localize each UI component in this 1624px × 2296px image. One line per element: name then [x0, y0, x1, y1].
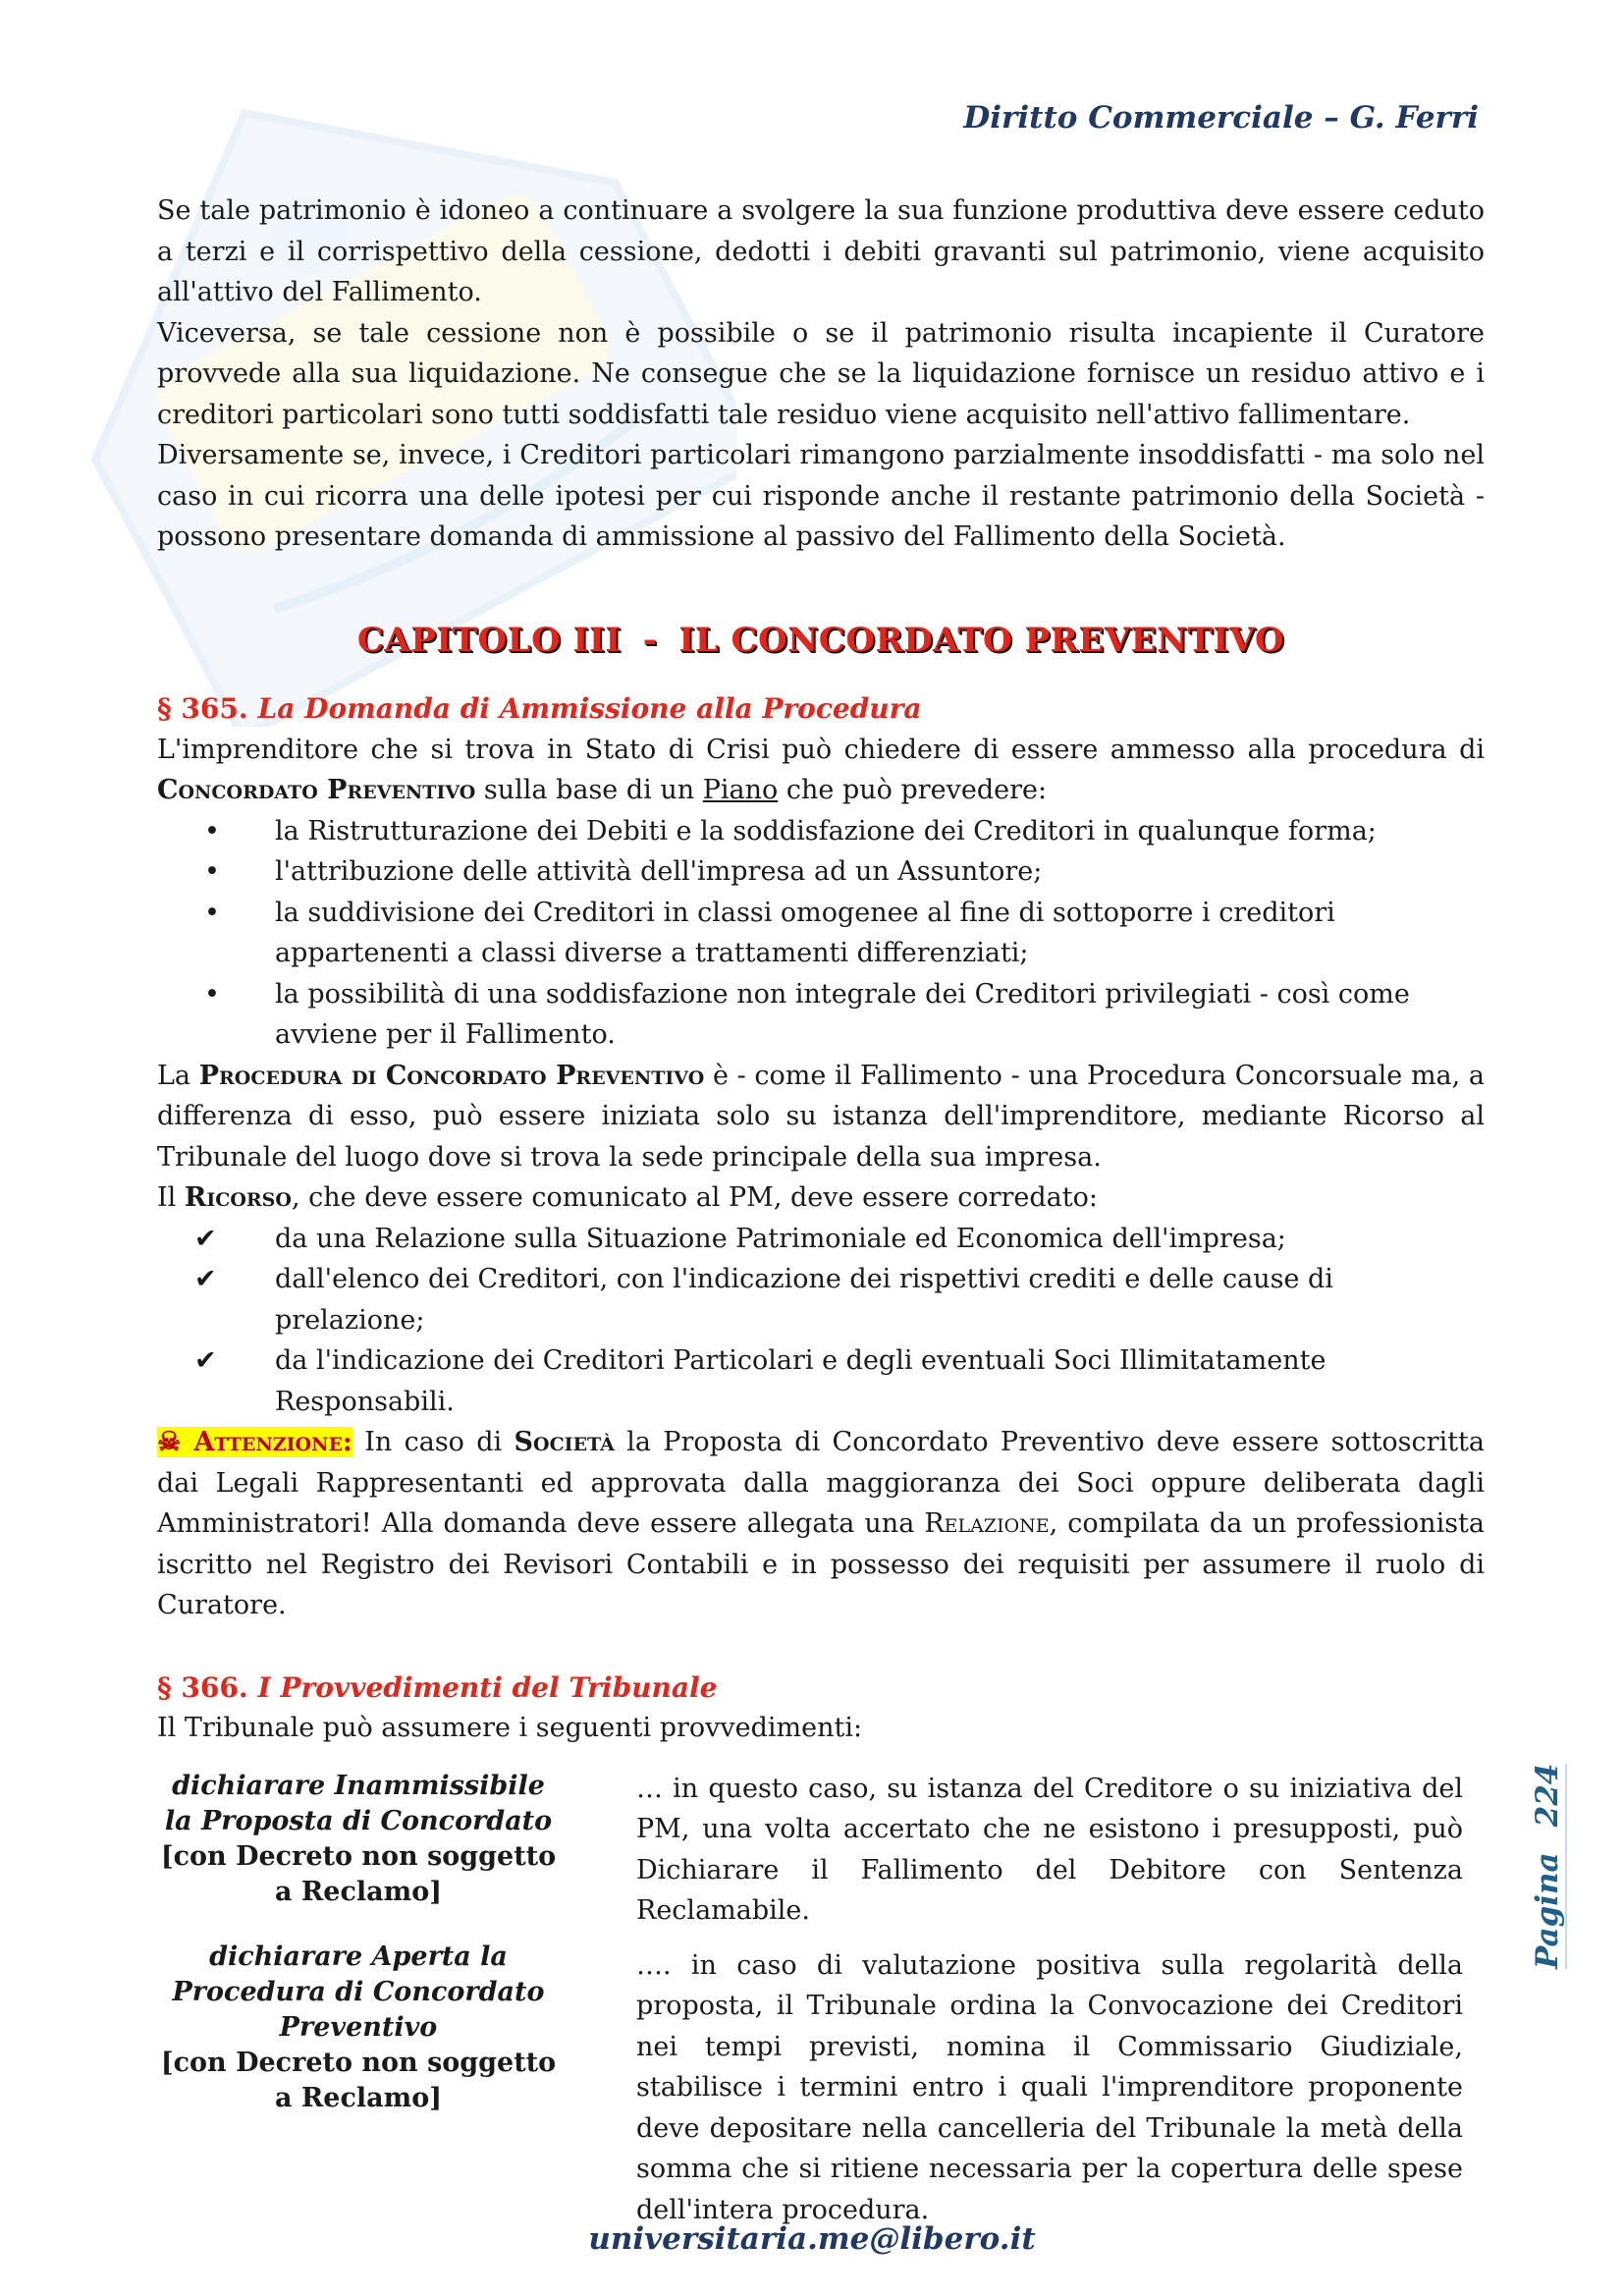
s365-p1-text-b: sulla base di un — [475, 775, 703, 805]
page-content — [157, 191, 1485, 2244]
page-label: Pagina — [1530, 1852, 1565, 1969]
chapter-number: CAPITOLO III — [356, 620, 622, 660]
attention-note — [157, 1422, 1485, 1626]
list-item-text: dall'elenco dei Creditori, con l'indicazione dei rispettivi crediti e delle cause di prelazione; — [275, 1264, 1333, 1336]
section-365-title: La Domanda di Ammissione alla Procedura — [257, 692, 922, 725]
s365-p3-text-a: Il — [157, 1182, 185, 1213]
list-item-text: da una Relazione sulla Situazione Patrimoniale ed Economica dell'impresa; — [275, 1223, 1286, 1254]
footer-email: universitaria.me@libero.it — [588, 2221, 1036, 2257]
section-366-title: I Provvedimenti del Tribunale — [257, 1670, 718, 1704]
intro-paragraph-2: Viceversa, se tale cessione non è possibile o se il patrimonio risulta incapiente il Curatore provvede alla sua liquidazione. Ne consegue che se la liquidazione fornisce un residuo attivo e i creditori particolari sono tutti soddisfatti tale residuo viene acquisito nell'attivo fallimentare. — [157, 317, 1485, 430]
page-number-value: 224 — [1530, 1763, 1565, 1828]
chapter-heading — [157, 621, 1485, 662]
list-item — [157, 893, 1485, 974]
list-item-text: da l'indicazione dei Creditori Particolari e degli eventuali Soci Illimitatamente Responsabili. — [275, 1345, 1326, 1417]
list-item — [157, 974, 1485, 1056]
provvedimenti-right-column — [636, 1769, 1463, 2245]
list-item-text: l'attribuzione delle attività dell'impresa ad un Assuntore; — [275, 856, 1043, 887]
chapter-title: IL CONCORDATO PREVENTIVO — [678, 620, 1285, 660]
s365-p1-term: Concordato Preventivo — [157, 775, 476, 805]
list-item — [157, 811, 1485, 852]
s365-p2-text-b: è - come il Fallimento - una Procedura Concorsuale ma, a differenza di esso, può essere iniziata solo su istanza dell'imprenditore, mediante Ricorso al Tribunale del luogo dove si trova la sede principale della sua impresa. — [157, 1060, 1486, 1173]
attention-term-2: Relazione — [924, 1508, 1050, 1539]
attention-label — [157, 1427, 352, 1457]
provvedimenti-table — [157, 1769, 1485, 2245]
attention-text-b: la Proposta di Concordato Preventivo deve essere sottoscritta dai Legali Rappresentanti ed approvata dalla maggioranza dei Soci oppure deliberata dagli Amministratori! Alla domanda deve essere allegata una — [157, 1427, 1486, 1539]
page-number — [1530, 1764, 1567, 1969]
s365-paragraph-2 — [157, 1056, 1485, 1178]
bullet-icon: • — [204, 856, 220, 887]
intro-paragraph-3: Diversamente se, invece, i Creditori particolari rimangono parzialmente insoddisfatti - ma solo nel caso in cui ricorra una delle ipotesi per cui risponde anche il restante patrimonio della Società - possono presentare domanda di ammissione al passivo del Fallimento della Società. — [157, 440, 1485, 552]
s365-p2-term: Procedura di Concordato Preventivo — [198, 1060, 705, 1091]
provvedimenti-left-column — [157, 1769, 560, 2245]
checkmark-icon: ✔ — [194, 1223, 217, 1254]
s365-p1-text-c: che può prevedere: — [778, 775, 1048, 805]
bullet-icon: • — [204, 897, 220, 928]
list-item-text: la suddivisione dei Creditori in classi omogenee al fine di sottoporre i creditori appartenenti a classi diverse a trattamenti differenziati; — [275, 897, 1335, 968]
skull-icon: ☠ — [157, 1427, 182, 1457]
s365-p3-term: Ricorso — [184, 1182, 292, 1213]
provvedimento-1 — [157, 1769, 560, 1910]
bullet-icon: • — [204, 978, 220, 1010]
provvedimento-2-effect: …. in caso di valutazione positiva sulla regolarità della proposta, il Tribunale ordina la Convocazione dei Creditori nei tempi previsti, nomina il Commissario Giudiziale, stabilisce i termini entro i quali l'imprenditore proponente deve depositare nella cancelleria del Tribunale la metà della somma che si ritiene necessaria per la copertura delle spese dell'intera procedura. — [636, 1949, 1463, 2225]
attention-text-c: , compilata da un professionista iscritto nel Registro dei Revisori Contabili e in possesso dei requisiti per assumere il ruolo di Curatore. — [157, 1508, 1486, 1620]
list-item-text: la Ristrutturazione dei Debiti e la soddisfazione dei Creditori in qualunque forma; — [275, 815, 1377, 847]
bullet-icon: • — [204, 815, 220, 847]
list-item — [157, 1340, 1485, 1422]
s365-p3-text-b: , che deve essere comunicato al PM, deve essere corredato: — [291, 1182, 1098, 1213]
provvedimento-2-note: [con Decreto non soggetto a Reclamo] — [160, 2047, 557, 2113]
attention-term: Società — [514, 1427, 615, 1457]
section-366-heading — [157, 1667, 1485, 1709]
provvedimento-1-title: dichiarare Inammissibile la Proposta di Concordato — [164, 1770, 553, 1836]
chapter-separator: - — [642, 620, 658, 660]
list-item — [157, 1259, 1485, 1340]
provvedimento-2-title: dichiarare Aperta la Procedura di Concordato Preventivo — [172, 1941, 545, 2043]
section-365-heading — [157, 688, 1485, 730]
s365-p1-underlined: Piano — [702, 775, 779, 805]
attention-label-text: Attenzione: — [193, 1427, 352, 1457]
s365-p1-text-a: L'imprenditore che si trova in Stato di Crisi può chiedere di essere ammesso alla procedura di — [157, 734, 1485, 765]
intro-paragraph-1: Se tale patrimonio è idoneo a continuare a svolgere la sua funzione produttiva deve essere ceduto a terzi e il corrispettivo della cessione, dedotti i debiti gravanti sul patrimonio, viene acquisito all'attivo del Fallimento. — [157, 195, 1485, 307]
provvedimento-2 — [157, 1940, 560, 2116]
s366-intro: Il Tribunale può assumere i seguenti provvedimenti: — [157, 1713, 863, 1743]
list-item-text: la possibilità di una soddisfazione non integrale dei Creditori privilegiati - così come avviene per il Fallimento. — [275, 978, 1410, 1050]
list-item — [157, 1219, 1485, 1260]
attention-text-a: In caso di — [352, 1427, 514, 1457]
checkmark-icon: ✔ — [194, 1345, 217, 1376]
s365-bullet-list — [157, 811, 1485, 1056]
section-365-number: § 365. — [157, 692, 248, 725]
s365-paragraph-3 — [157, 1177, 1485, 1219]
page-header-title: Diritto Commerciale – G. Ferri — [963, 100, 1479, 136]
list-item — [157, 851, 1485, 893]
provvedimento-1-note: [con Decreto non soggetto a Reclamo] — [160, 1840, 557, 1907]
s365-p2-text-a: La — [157, 1060, 199, 1091]
provvedimento-1-effect: … in questo caso, su istanza del Creditore o su iniziativa del PM, una volta accertato che ne esistono i presupposti, può Dichiarare il Fallimento del Debitore con Sentenza Reclamabile. — [636, 1773, 1463, 1926]
section-366-number: § 366. — [157, 1670, 248, 1704]
s365-check-list — [157, 1219, 1485, 1423]
s365-paragraph-1 — [157, 730, 1485, 811]
checkmark-icon: ✔ — [194, 1264, 217, 1294]
